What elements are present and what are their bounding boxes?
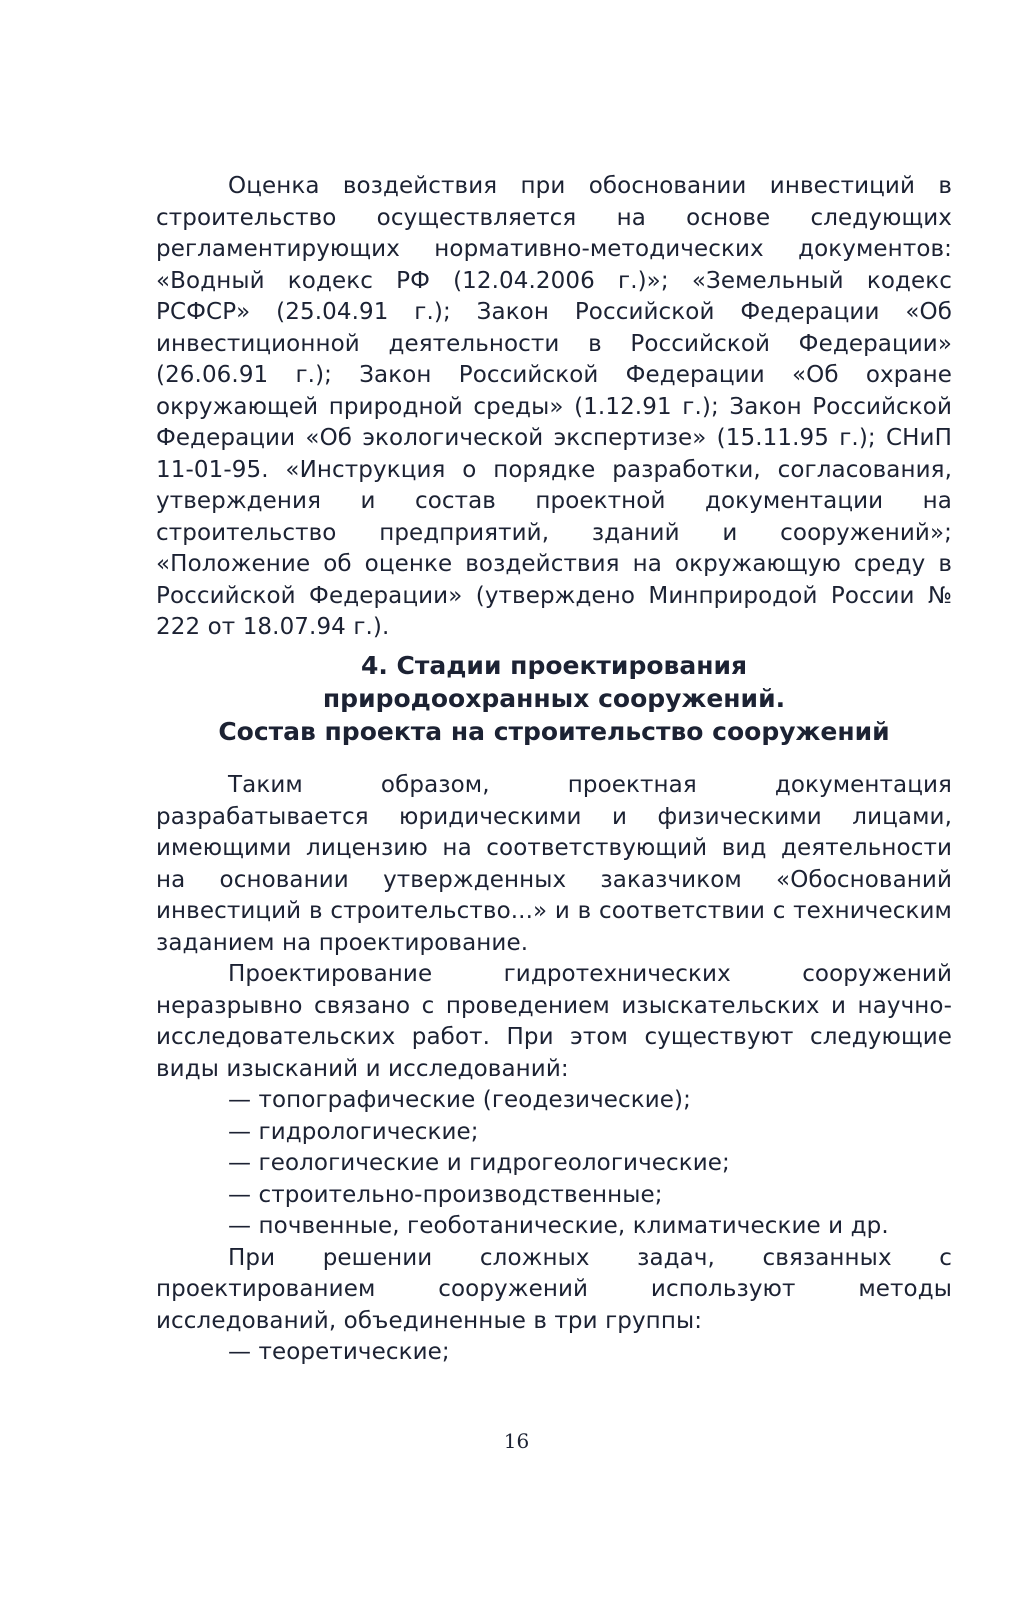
heading-line-3: Состав проекта на строительство сооружений — [218, 717, 890, 746]
paragraph-research-methods: При решении сложных задач, связанных с проектированием сооружений используют методы исследований, объединенные в три группы: — [156, 1244, 952, 1334]
heading-line-1: 4. Стадии проектирования — [360, 651, 748, 680]
page-number: 16 — [503, 1429, 530, 1453]
survey-types-list — [156, 1085, 952, 1243]
list-item: — почвенные, геоботанические, климатические и др. — [228, 1213, 889, 1239]
list-item: — гидрологические; — [228, 1118, 479, 1145]
section-body — [156, 770, 952, 1369]
heading-line-2: природоохранных сооружений. — [322, 684, 786, 713]
list-item: — геологические и гидрогеологические; — [228, 1150, 730, 1176]
list-item: — строительно-производственные; — [228, 1181, 663, 1208]
list-item: — топографические (геодезические); — [228, 1087, 691, 1113]
paragraph-surveys: Проектирование гидротехнических сооружений неразрывно связано с проведением изыскательских и научно-исследовательских работ. При этом существуют следующие виды изысканий и исследований: — [156, 961, 952, 1082]
paragraph-design-documentation: Таким образом, проектная документация разрабатывается юридическими и физическими лицами, имеющими лицензию на соответствующий вид деятельности на основании утвержденных заказчиком «Обоснований инвестиций в строительство...» и в соответствии с техническим заданием на проектирование. — [156, 772, 952, 956]
section-heading — [156, 649, 952, 748]
intro-paragraph: Оценка воздействия при обосновании инвестиций в строительство осуществляется на основе следующих регламентирующих нормативно-методических документов: «Водный кодекс РФ (12.04.2006 г.)»; «Земельный кодекс РСФСР» (25.04.91 г.); Закон Российской Федерации «Об инвестиционной деятельности в Российской Федерации» (26.06.91 г.); Закон Российской Федерации «Об охране окружающей природной среды» (1.12.91 г.); Закон Российской Федерации «Об экологической экспертизе» (15.11.95 г.); СНиП 11-01-95. «Инструкция о порядке разработки, согласования, утверждения и состав проектной документации на строительство предприятий, зданий и сооружений»; «Положение об оценке воздействия на окружающую среду в Российской Федерации» (утверждено Минприродой России № 222 от 18.07.94 г.). — [156, 173, 952, 640]
intro-section — [156, 171, 952, 644]
list-item: — теоретические; — [228, 1339, 450, 1365]
method-groups-list — [156, 1337, 952, 1369]
